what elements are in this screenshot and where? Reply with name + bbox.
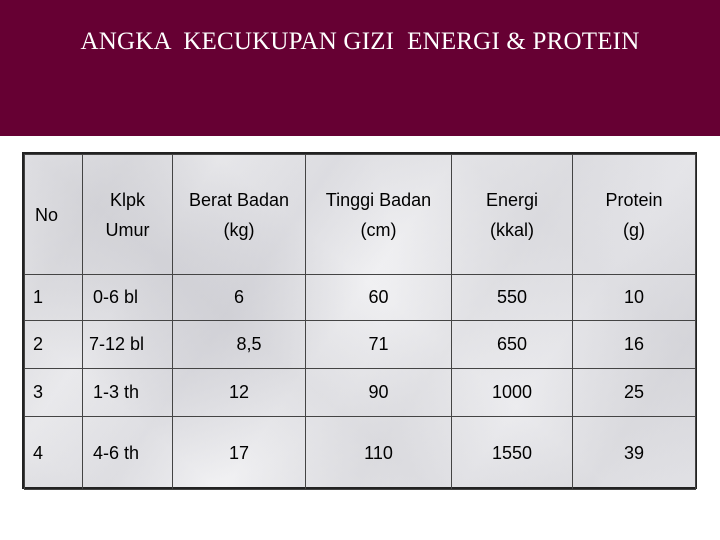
cell-umur: 4-6 th [83, 417, 173, 490]
header-tinggi-badan [306, 155, 452, 275]
cell-no: 3 [25, 369, 83, 417]
cell-berat: 17 [173, 417, 306, 490]
nutrition-table-container [22, 152, 697, 489]
cell-protein: 25 [573, 369, 696, 417]
cell-berat: 6 [173, 275, 306, 321]
header-tinggi-label: Tinggi Badan [325, 189, 432, 210]
cell-umur: 7-12 bl [83, 321, 173, 369]
cell-tinggi: 71 [306, 321, 452, 369]
cell-berat: 12 [173, 369, 306, 417]
table-row [25, 417, 696, 490]
header-klpk-umur [83, 155, 173, 275]
cell-tinggi: 60 [306, 275, 452, 321]
cell-protein: 10 [573, 275, 696, 321]
slide-title: ANGKA KECUKUPAN GIZI ENERGI & PROTEIN [80, 28, 640, 55]
header-no: No [25, 155, 83, 275]
cell-no: 1 [25, 275, 83, 321]
cell-protein: 16 [573, 321, 696, 369]
cell-protein: 39 [573, 417, 696, 490]
cell-berat: 8,5 [173, 321, 306, 369]
header-protein-label: Protein [605, 189, 663, 210]
cell-energi: 650 [452, 321, 573, 369]
header-energi [452, 155, 573, 275]
header-umur: Umur [105, 219, 150, 240]
table-header-row [25, 155, 696, 275]
header-energi-label: Energi [485, 189, 539, 210]
header-berat-badan [173, 155, 306, 275]
header-klpk: Klpk [109, 189, 145, 210]
header-berat-label: Berat Badan [188, 189, 290, 210]
cell-energi: 1000 [452, 369, 573, 417]
header-tinggi-unit: (cm) [360, 219, 397, 240]
cell-umur: 1-3 th [83, 369, 173, 417]
title-band [0, 0, 720, 136]
table-row [25, 369, 696, 417]
table-row [25, 321, 696, 369]
cell-no: 2 [25, 321, 83, 369]
cell-energi: 1550 [452, 417, 573, 490]
header-energi-unit: (kkal) [490, 219, 534, 240]
cell-tinggi: 110 [306, 417, 452, 490]
table-row [25, 275, 696, 321]
cell-no: 4 [25, 417, 83, 490]
header-protein-unit: (g) [623, 219, 645, 240]
nutrition-table [24, 154, 696, 490]
header-berat-unit: (kg) [223, 219, 255, 240]
cell-umur: 0-6 bl [83, 275, 173, 321]
header-protein [573, 155, 696, 275]
cell-tinggi: 90 [306, 369, 452, 417]
cell-energi: 550 [452, 275, 573, 321]
